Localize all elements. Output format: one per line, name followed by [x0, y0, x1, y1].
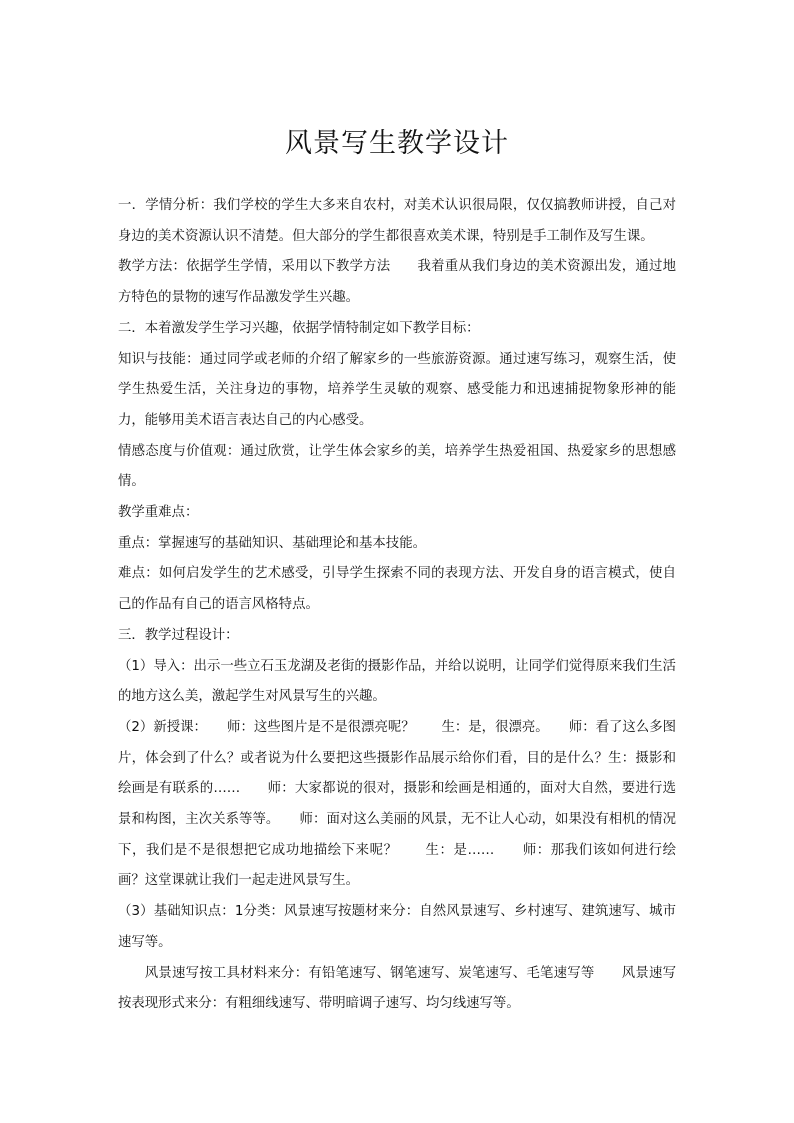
heading-key-difficulties: 教学重难点： — [118, 505, 199, 521]
paragraph-key-points: 重点：掌握速写的基础知识、基础理论和基本技能。 — [118, 535, 426, 551]
paragraph-tool-materials: 风景速写按工具材料来分：有铅笔速写、钢笔速写、炭笔速写、毛笔速写等 风景速写按表现形式来分：有粗细线速写、带明暗调子速写、均匀线速写等。 — [118, 965, 676, 1012]
document-title: 风景写生教学设计 — [285, 128, 509, 159]
heading-teaching-process: 三．教学过程设计： — [118, 627, 239, 643]
paragraph-emotion-values: 情感态度与价值观：通过欣赏，让学生体会家乡的美，培养学生热爱祖国、热爱家乡的思想感情。 — [118, 443, 676, 490]
paragraph-teaching-method: 教学方法：依据学生学情，采用以下教学方法 我着重从我们身边的美术资源出发，通过地方特色的景物的速写作品激发学生兴趣。 — [118, 259, 676, 306]
paragraph-student-analysis: 一．学情分析：我们学校的学生大多来自农村，对美术认识很局限，仅仅搞教师讲授，自己对身边的美术资源认识不清楚。但大部分的学生都很喜欢美术课，特别是手工制作及写生课。 — [118, 198, 676, 244]
paragraph-new-lesson: （2）新授课： 师：这些图片是不是很漂亮呢？ 生：是，很漂亮。 师：看了这么多图片，体会到了什么？或者说为什么要把这些摄影作品展示给你们看，目的是什么？生：摄影和绘画是有联系的…… 师：大家都说的很对，摄影和绘画是相通的，面对大自然，要进行选景和构图，主次关系等等。 师：面对这么美丽的风景，无不让人心动，如果没有相机的情况下，我们是不是很想把它成功地描绘下来呢？ 生：是…… 师：那我们该如何进行绘画？这堂课就让我们一起走进风景写生。 — [118, 719, 676, 889]
document-body — [118, 191, 676, 1020]
paragraph-introduction: （1）导入：出示一些立石玉龙湖及老街的摄影作品，并给以说明，让同学们觉得原来我们生活的地方这么美，激起学生对风景写生的兴趣。 — [118, 658, 676, 705]
paragraph-knowledge-skills: 知识与技能：通过同学或老师的介绍了解家乡的一些旅游资源。通过速写练习，观察生活，使学生热爱生活，关注身边的事物，培养学生灵敏的观察、感受能力和迅速捕捉物象形神的能力，能够用美术语言表达自己的内心感受。 — [118, 351, 676, 428]
paragraph-difficulties: 难点：如何启发学生的艺术感受，引导学生探索不同的表现方法、开发自身的语言模式，使自己的作品有自己的语言风格特点。 — [118, 566, 676, 613]
heading-teaching-goals: 二．本着激发学生学习兴趣，依据学情特制定如下教学目标： — [118, 320, 480, 336]
paragraph-basic-knowledge: （3）基础知识点：1分类：风景速写按题材来分：自然风景速写、乡村速写、建筑速写、城市速写等。 — [118, 904, 676, 950]
